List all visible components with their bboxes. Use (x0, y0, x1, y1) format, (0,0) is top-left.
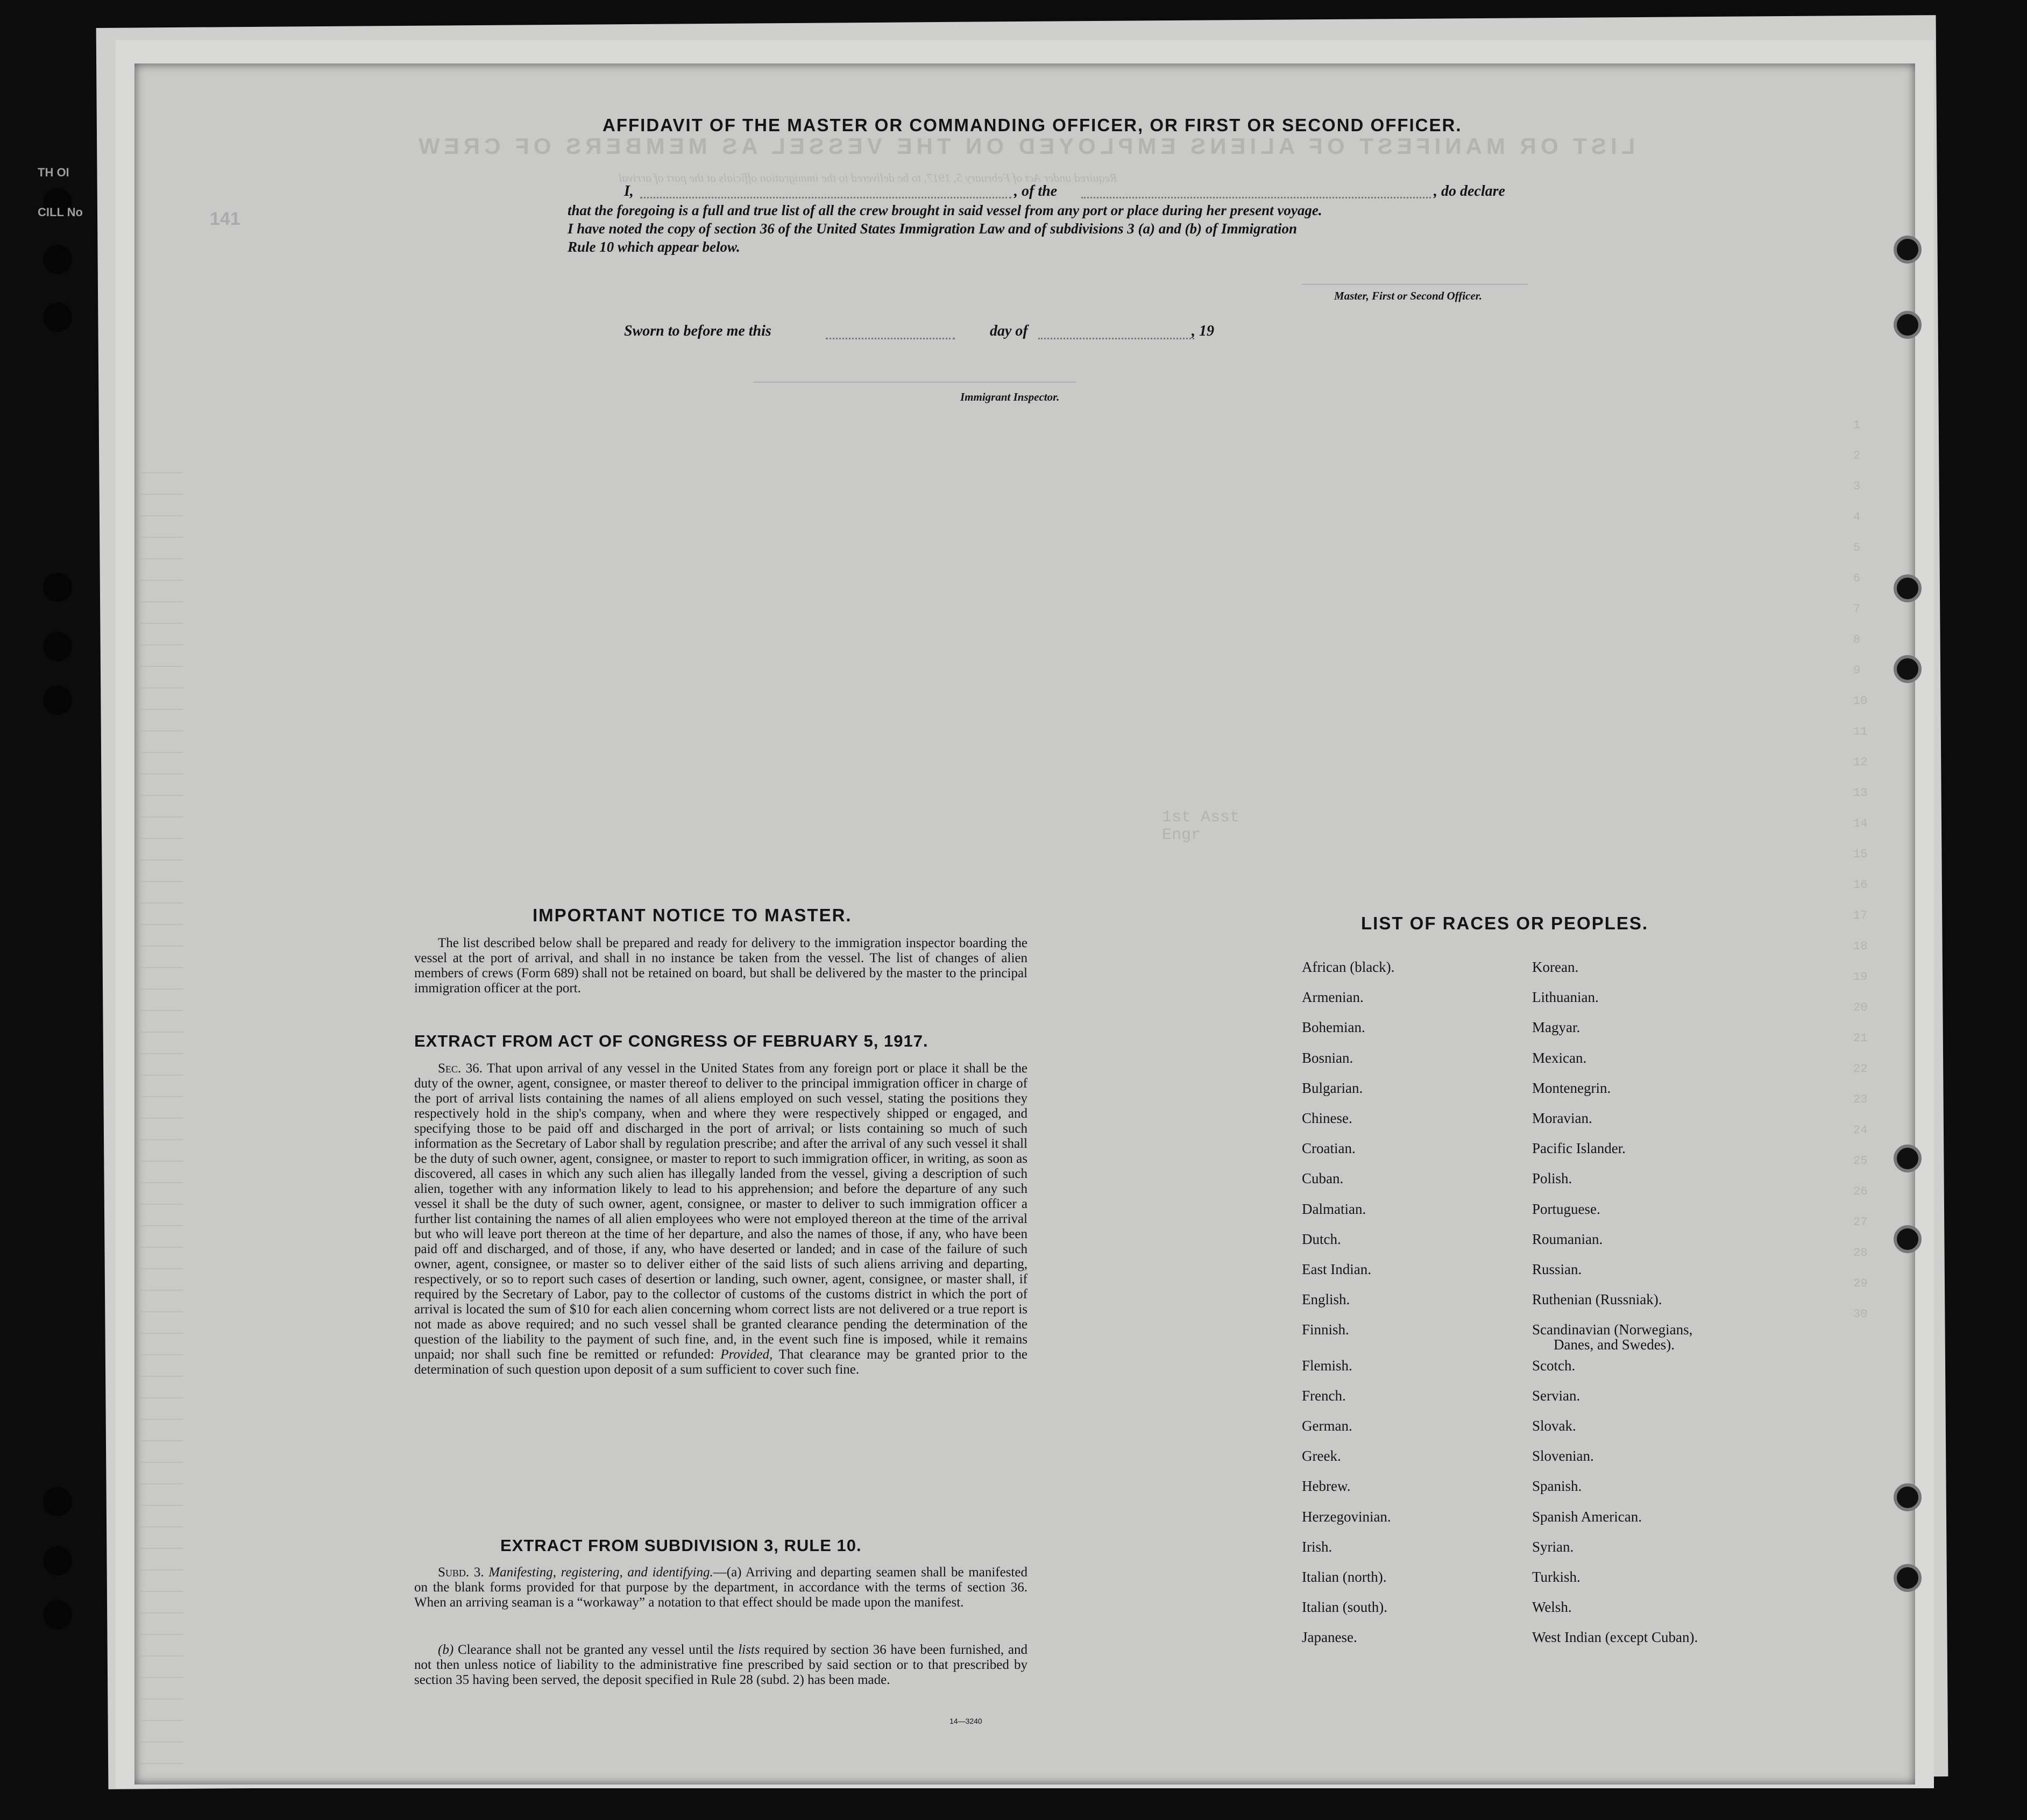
bleed-through-row-number: 10 (1853, 694, 1868, 708)
race-item: Roumanian. (1532, 1231, 1603, 1247)
bleed-through-row-number: 27 (1853, 1215, 1868, 1229)
race-item-continuation: Danes, and Swedes). (1554, 1336, 1675, 1353)
rule-text-b2: required by section 36 have been furnished, and not then unless notice of liability to the administrative fine prescribed by said section or to that prescribed by section 35 having been served, the deposit specified in Rule 28 (subd. 2) has been made. (414, 1643, 1027, 1687)
act-section-text: That upon arrival of any vessel in the United States from any foreign port or place it shall be the duty of the owner, agent, consignee, or master thereof to deliver to the principal immigration officer in charge of the port of arrival lists containing the names of all aliens employed on such vessel, stating the positions they respectively hold in the ship's company, when and where they were respectively shipped or engaged, and specifying those to be paid off and discharged in the port of arrival; or lists containing so much of such information as the Secretary of Labor shall by regulation prescribe; and after the arrival of any such vessel it shall be the duty of such owner, agent, consignee, or master to report to such immigration officer, in writing, as soon as discovered, all cases in which any such alien has illegally landed from the vessel, giving a description of such alien, together with any information likely to lead to his apprehension; and before the departure of any such vessel it shall be the duty of such owner, agent, consignee, or master to deliver to such immigration officer a further list containing the names of all alien employees who were not employed thereon at the time of the arrival but who will leave port thereon at the time of her departure, and also the names of those, if any, who have been paid off and discharged, and of those, if any, who have deserted or landed; and in case of the failure of such owner, agent, consignee, or master so to deliver either of the said lists of such aliens arriving and departing, respectively, or so to report such cases of desertion or landing, such owner, agent, consignee, or master shall, if required by the Secretary of Labor, pay to the collector of customs of the customs district in which the port of arrival is located the sum of $10 for each alien concerning whom correct lists are not delivered or a true report is not made as above required; and no such vessel shall be granted clearance pending the determination of the question of the liability to the payment of such fine, and, in the event such fine is imposed, while it remains unpaid; nor shall such fine be remitted or refunded: (414, 1061, 1027, 1362)
race-item: Russian. (1532, 1261, 1582, 1277)
race-item: English. (1302, 1291, 1350, 1308)
race-item: Spanish American. (1532, 1508, 1642, 1525)
race-item: Bulgarian. (1302, 1079, 1363, 1096)
bleed-through-row-number: 2 (1853, 449, 1861, 463)
binder-hole (43, 1546, 72, 1575)
affidavit-line-2: that the foregoing is a full and true list of all the crew brought in said vessel from any port or place during her present voyage. (568, 202, 1322, 218)
bleed-through-row-number: 14 (1853, 817, 1868, 830)
race-item: Lithuanian. (1532, 989, 1599, 1006)
bleed-through-row-number: 6 (1853, 572, 1861, 585)
binder-hole (43, 686, 72, 715)
race-item: Welsh. (1532, 1599, 1572, 1616)
race-item: Dalmatian. (1302, 1200, 1366, 1217)
margin-label: CILL No (38, 205, 83, 219)
race-item: Hebrew. (1302, 1478, 1351, 1495)
race-item: Scandinavian (Norwegians, (1532, 1321, 1693, 1338)
day-of-label: day of (990, 323, 1028, 339)
binder-hole (43, 1487, 72, 1516)
rule-heading: Manifesting, registering, and identifying. (488, 1565, 713, 1580)
race-item: Japanese. (1302, 1629, 1357, 1646)
race-item: Bosnian. (1302, 1049, 1353, 1066)
race-item: Korean. (1532, 959, 1579, 975)
race-item: Mexican. (1532, 1049, 1587, 1066)
bleed-through-row-number: 5 (1853, 541, 1861, 554)
rule-b-label: (b) (438, 1643, 454, 1657)
race-item: African (black). (1302, 959, 1395, 975)
punch-hole (1894, 574, 1922, 602)
race-item: German. (1302, 1418, 1352, 1434)
year-label: , 19 (1192, 323, 1214, 339)
bleed-through-row-number: 24 (1853, 1124, 1868, 1137)
bleed-through-row-number: 29 (1853, 1277, 1868, 1290)
margin-label: TH OI (38, 166, 69, 179)
act-section-label: Sec. 36. (438, 1061, 483, 1076)
bleed-through-row-number: 26 (1853, 1185, 1868, 1198)
bleed-through-row-number: 11 (1853, 725, 1868, 738)
sworn-month-line[interactable] (1038, 338, 1194, 339)
bleed-through-row-number: 21 (1853, 1032, 1868, 1045)
act-provided: Provided, (720, 1347, 773, 1362)
inspector-label: Immigrant Inspector. (960, 390, 1060, 403)
margin-number: 141 (210, 209, 240, 229)
rule-text-a: —(a) Arriving and departing seamen shall be manifested on the blank forms provided for that purpose by the department, in accordance with the terms of section 36. When an arriving seaman is a “workaway” a notation to that effect should be made upon the manifest. (414, 1565, 1027, 1610)
race-item: West Indian (except Cuban). (1532, 1629, 1698, 1646)
bleed-through-row-number: 7 (1853, 602, 1861, 616)
act-title: EXTRACT FROM ACT OF CONGRESS OF FEBRUARY 5, 1917. (414, 1032, 929, 1050)
punch-hole (1894, 236, 1922, 264)
bleed-through-row-number: 20 (1853, 1001, 1868, 1014)
officer-name-line[interactable] (640, 197, 1011, 198)
bleed-through-row-number: 9 (1853, 664, 1861, 677)
act-section-36 (414, 1061, 1027, 1377)
race-item: Servian. (1532, 1387, 1581, 1404)
binder-hole (43, 1600, 72, 1629)
race-item: Moravian. (1532, 1110, 1592, 1126)
affidavit-of-the: , of the (1014, 183, 1058, 200)
master-signature-label: Master, First or Second Officer. (1334, 289, 1482, 302)
punch-hole (1894, 1483, 1922, 1511)
race-item: Armenian. (1302, 989, 1364, 1006)
binder-hole (43, 303, 72, 332)
race-item: Flemish. (1302, 1357, 1352, 1374)
race-item: Montenegrin. (1532, 1079, 1611, 1096)
binder-hole (43, 573, 72, 602)
race-item: French. (1302, 1387, 1346, 1404)
rule-title: EXTRACT FROM SUBDIVISION 3, RULE 10. (500, 1536, 862, 1555)
affidavit-i-label: I, (624, 183, 634, 200)
bleed-through-row-number: 28 (1853, 1246, 1868, 1260)
race-item: Finnish. (1302, 1321, 1349, 1338)
race-item: Turkish. (1532, 1569, 1581, 1585)
bleed-through-row-number: 18 (1853, 940, 1868, 953)
rule-text-b1: Clearance shall not be granted any vessel until the (457, 1643, 734, 1657)
race-item: Slovak. (1532, 1418, 1576, 1434)
form-number: 14—3240 (949, 1717, 982, 1725)
bleed-through-row-number: 30 (1853, 1307, 1868, 1321)
ruled-margin (140, 472, 183, 1774)
act-section-text-2: That clearance may be granted prior to the determination of such question upon deposit of a sum sufficient to cover such fine. (414, 1347, 1027, 1377)
races-title: LIST OF RACES OR PEOPLES. (1361, 913, 1649, 933)
sworn-label: Sworn to before me this (624, 323, 771, 339)
master-signature-line[interactable] (1302, 284, 1528, 285)
bleed-through-row-number: 8 (1853, 633, 1861, 646)
bleed-through-row-number: 15 (1853, 848, 1868, 861)
race-item: Slovenian. (1532, 1448, 1594, 1464)
race-item: Dutch. (1302, 1231, 1341, 1247)
manifest-page (134, 63, 1915, 1785)
rule-subd-label: Subd. 3. (438, 1565, 484, 1580)
rule-subdivision-a (414, 1565, 1027, 1610)
race-item: Ruthenian (Russniak). (1532, 1291, 1662, 1308)
race-item: Cuban. (1302, 1170, 1344, 1187)
punch-hole (1894, 655, 1922, 683)
race-item: Syrian. (1532, 1538, 1574, 1555)
bleed-through-row-number: 3 (1853, 480, 1861, 493)
bleed-through-row-number: 17 (1853, 909, 1868, 922)
notice-title: IMPORTANT NOTICE TO MASTER. (533, 905, 852, 925)
punch-hole (1894, 1144, 1922, 1172)
race-item: Greek. (1302, 1448, 1341, 1464)
bleed-through-row-number: 12 (1853, 756, 1868, 769)
bleed-through-row-number: 4 (1853, 510, 1861, 524)
race-item: Portuguese. (1532, 1200, 1600, 1217)
sworn-day-line[interactable] (826, 338, 955, 339)
punch-hole (1894, 311, 1922, 339)
race-item: Italian (north). (1302, 1569, 1387, 1585)
bleed-through-title: LIST OR MANIFEST OF ALIENS EMPLOYED ON THE VESSEL AS MEMBERS OF CREW (414, 133, 1635, 159)
affidavit-line-3: I have noted the copy of section 36 of the United States Immigration Law and of subdivisions 3 (a) and (b) of Immigration (568, 221, 1298, 237)
bleed-through-row-number: 23 (1853, 1093, 1868, 1106)
rule-subdivision-b (414, 1643, 1027, 1688)
race-item: East Indian. (1302, 1261, 1371, 1277)
rule-lists: lists (738, 1643, 760, 1657)
bleed-through-row-number: 16 (1853, 878, 1868, 892)
bleed-through-row-number: 22 (1853, 1062, 1868, 1076)
affidavit-line-4: Rule 10 which appear below. (568, 239, 740, 255)
race-item: Croatian. (1302, 1140, 1356, 1157)
race-item: Pacific Islander. (1532, 1140, 1626, 1157)
vessel-name-line[interactable] (1081, 197, 1431, 198)
bleed-through-row-number: 25 (1853, 1154, 1868, 1168)
punch-hole (1894, 1564, 1922, 1592)
race-item: Herzegovinian. (1302, 1508, 1391, 1525)
bleed-through-row-number: 13 (1853, 786, 1868, 800)
bleed-through-subtitle: Required under Act of February 5, 1917, to be delivered to the immigration officials at the port of arrival (619, 171, 1117, 184)
bleed-through-note: Engr (1162, 826, 1201, 844)
binder-hole (43, 632, 72, 661)
race-item: Irish. (1302, 1538, 1333, 1555)
bleed-through-row-number: 19 (1853, 970, 1868, 984)
race-item: Italian (south). (1302, 1599, 1387, 1616)
affidavit-do-declare: , do declare (1434, 183, 1505, 200)
punch-hole (1894, 1225, 1922, 1253)
bleed-through-row-number: 1 (1853, 418, 1861, 432)
race-item: Bohemian. (1302, 1019, 1365, 1036)
race-item: Polish. (1532, 1170, 1572, 1187)
binder-hole (43, 245, 72, 274)
bleed-through-note: 1st Asst (1162, 808, 1240, 827)
notice-text: The list described below shall be prepared and ready for delivery to the immigration inspector boarding the vessel at the port of arrival, and shall in no instance be taken from the vessel. The list of changes of alien members of crews (Form 689) shall not be retained on board, but shall be delivered by the master to the principal immigration officer at the port. (414, 936, 1027, 996)
race-item: Scotch. (1532, 1357, 1576, 1374)
race-item: Magyar. (1532, 1019, 1581, 1036)
affidavit-title: AFFIDAVIT OF THE MASTER OR COMMANDING OFFICER, OR FIRST OR SECOND OFFICER. (603, 115, 1462, 135)
race-item: Spanish. (1532, 1478, 1582, 1495)
race-item: Chinese. (1302, 1110, 1352, 1126)
